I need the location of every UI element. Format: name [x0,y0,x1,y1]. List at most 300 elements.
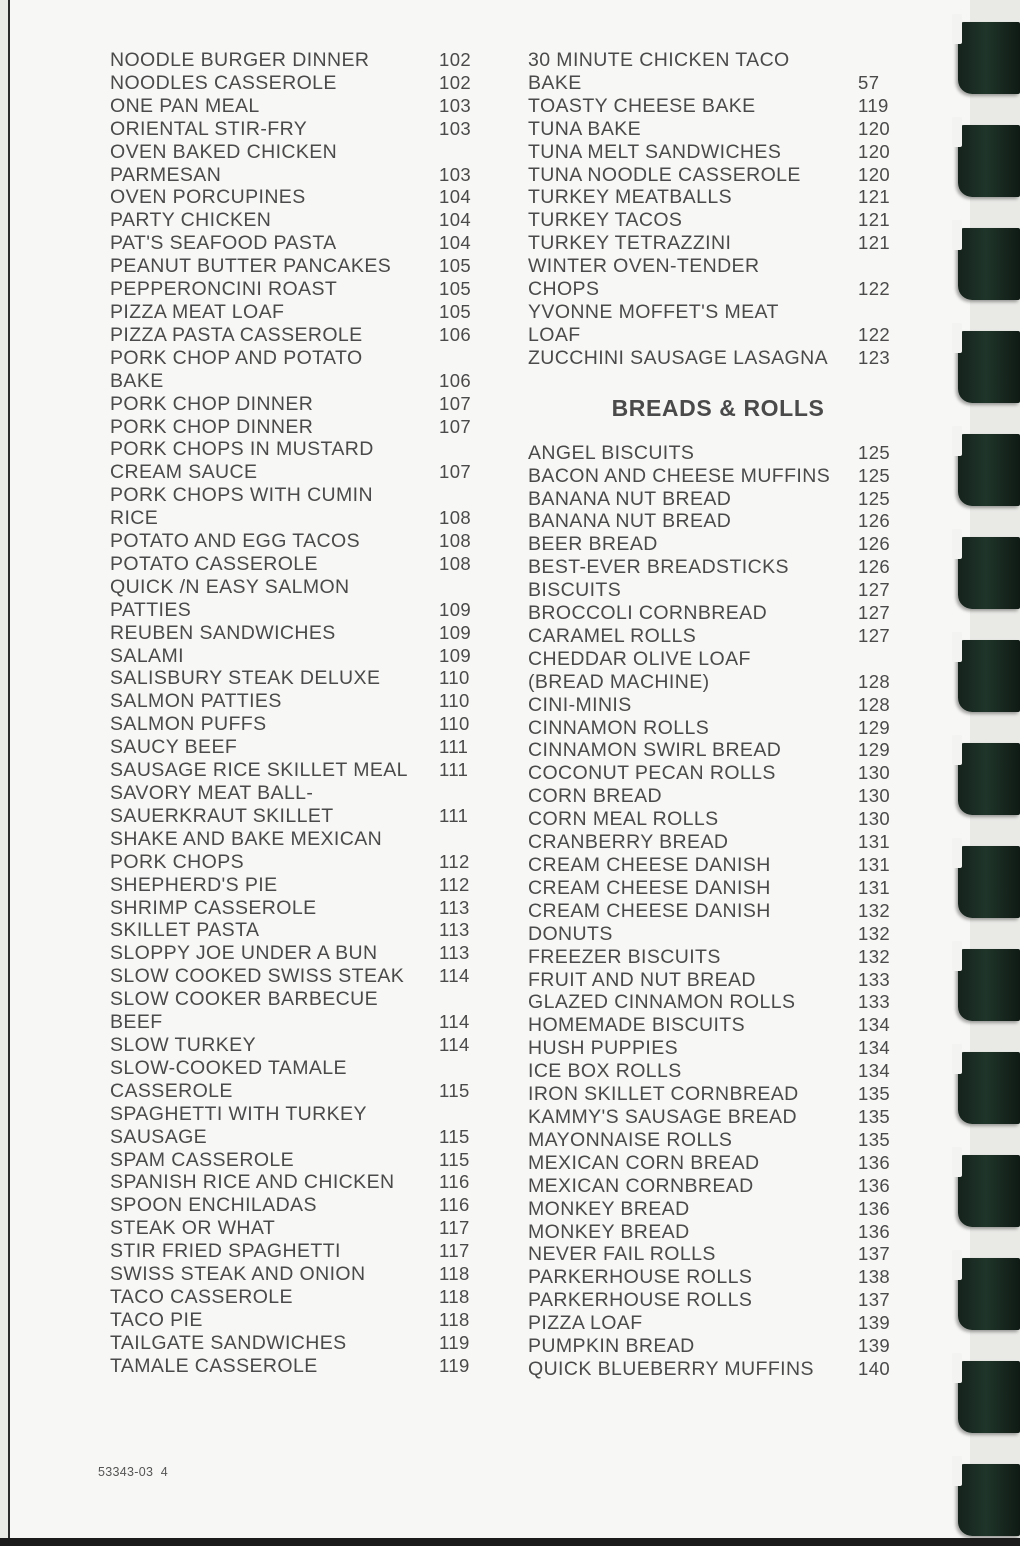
page-number: 109 [439,644,472,666]
index-entry [528,118,898,141]
page-number: 134 [858,1060,891,1082]
recipe-name: SHRIMP CASSEROLE [110,896,317,919]
page-number: 107 [439,415,472,437]
recipe-name: CINI-MINIS [528,693,632,716]
page-number: 119 [858,94,889,116]
recipe-name: TUNA NOODLE CASSEROLE [528,163,801,186]
page-number: 120 [858,163,891,185]
recipe-name: BACON AND CHEESE MUFFINS [528,464,831,487]
recipe-name: SPANISH RICE AND CHICKEN [110,1171,395,1194]
page-number: 115 [439,1079,470,1101]
footer-page-number: 4 [160,1465,169,1479]
index-entry [528,232,898,255]
recipe-name: PEANUT BUTTER PANCAKES [110,255,392,278]
page-number: 139 [858,1335,891,1357]
index-entry [110,72,485,95]
binding-coil [958,125,1020,197]
index-entry [528,808,898,831]
page-number: 125 [858,441,891,463]
page-number: 122 [858,323,891,345]
recipe-name: CORN MEAL ROLLS [528,808,719,831]
page-number: 131 [858,876,891,898]
page-number: 132 [858,899,891,921]
page-number: 136 [858,1151,891,1173]
index-entry [528,1335,898,1358]
index-entry [528,255,898,301]
page-number: 110 [439,667,470,689]
recipe-name: SPAM CASSEROLE [110,1148,295,1171]
index-entry [528,1083,898,1106]
recipe-name: BROCCOLI CORNBREAD [528,602,768,625]
index-entry [110,49,485,72]
index-entry [110,416,485,439]
index-entry [528,1266,898,1289]
binding-coil [958,1258,1020,1330]
page-number: 132 [858,945,891,967]
index-entry [528,442,898,465]
recipe-name: SAVORY MEAT BALL- SAUERKRAUT SKILLET [110,782,334,827]
page-number: 105 [439,255,472,277]
index-entry [528,209,898,232]
footer-code: 53343-03 [98,1465,154,1479]
binding-coil [958,537,1020,609]
index-main-dishes-continued [528,49,898,370]
recipe-name: OVEN PORCUPINES [110,186,306,209]
page-number: 134 [858,1037,891,1059]
page-number: 107 [439,392,472,414]
page-number: 137 [858,1243,891,1265]
page-number: 128 [858,670,891,692]
index-entry [110,530,485,553]
index-column-right [528,49,898,1381]
page-number: 115 [439,1148,470,1170]
binding-coil [958,846,1020,918]
recipe-name: SLOW TURKEY [110,1033,256,1056]
index-entry [110,942,485,965]
page-number: 126 [858,533,891,555]
recipe-name: TURKEY TACOS [528,209,683,232]
recipe-name: ZUCCHINI SAUSAGE LASAGNA [528,346,828,369]
page-number: 136 [858,1220,891,1242]
index-entry [528,739,898,762]
recipe-name: BEER BREAD [528,533,658,556]
index-entry [110,736,485,759]
recipe-name: MONKEY BREAD [528,1197,690,1220]
recipe-name: SAUCY BEEF [110,736,238,759]
page-number: 130 [858,762,891,784]
page-number: 121 [858,232,891,254]
recipe-name: TURKEY TETRAZZINI [528,232,732,255]
index-entry [528,301,898,347]
index-entry [528,762,898,785]
index-entry [528,1289,898,1312]
page-number: 135 [858,1105,891,1127]
page-number: 135 [858,1128,891,1150]
index-breads-rolls [528,442,898,1381]
recipe-name: CHEDDAR OLIVE LOAF (BREAD MACHINE) [528,647,751,693]
index-entry [110,141,485,187]
binding-coil [958,1155,1020,1227]
page-number: 111 [439,736,469,758]
recipe-name: MEXICAN CORNBREAD [528,1174,754,1197]
index-entry [528,854,898,877]
page-number: 130 [858,785,891,807]
recipe-name: WINTER OVEN-TENDER CHOPS [528,255,760,301]
recipe-name: ORIENTAL STIR-FRY [110,117,308,140]
spiral-binding [950,0,1020,1540]
index-entry [528,991,898,1014]
index-entry [110,1171,485,1194]
recipe-name: PORK CHOPS WITH CUMIN RICE [110,484,373,530]
recipe-name: SKILLET PASTA [110,919,260,942]
page-number: 107 [439,461,472,483]
recipe-name: CREAM CHEESE DANISH [528,876,771,899]
index-entry [110,1286,485,1309]
index-entry [110,690,485,713]
recipe-name: SHAKE AND BAKE MEXICAN PORK CHOPS [110,827,383,873]
recipe-name: QUICK /N EASY SALMON PATTIES [110,575,350,621]
page-number: 116 [439,1194,470,1216]
page-number: 119 [439,1331,470,1353]
index-entry [110,874,485,897]
index-entry [528,1060,898,1083]
index-entry [110,324,485,347]
page-bottom-edge [0,1538,1020,1546]
recipe-name: DONUTS [528,922,613,945]
index-entry [528,969,898,992]
recipe-name: BANANA NUT BREAD [528,487,732,510]
index-entry [110,759,485,782]
page-number: 113 [439,896,470,918]
index-entry [528,1014,898,1037]
index-entry [528,1221,898,1244]
index-entry [110,393,485,416]
index-entry [110,576,485,622]
page-number: 108 [439,507,472,529]
index-entry [528,877,898,900]
page-number: 114 [439,965,470,987]
page-number: 126 [858,510,891,532]
index-entry [528,1358,898,1381]
index-entry [110,645,485,668]
index-entry [110,301,485,324]
index-entry [528,533,898,556]
page-number: 109 [439,621,472,643]
recipe-name: 30 MINUTE CHICKEN TACO BAKE [528,49,790,94]
recipe-name: SLOW-COOKED TAMALE CASSEROLE [110,1056,347,1102]
index-entry [528,465,898,488]
index-entry [110,1149,485,1172]
page-number: 136 [858,1174,891,1196]
recipe-name: STIR FRIED SPAGHETTI [110,1240,341,1263]
index-entry [528,186,898,209]
recipe-name: TUNA BAKE [528,117,642,140]
page-number: 130 [858,808,891,830]
index-entry [110,438,485,484]
recipe-name: PIZZA PASTA CASSEROLE [110,323,363,346]
index-entry [528,579,898,602]
recipe-name: SPAGHETTI WITH TURKEY SAUSAGE [110,1102,367,1148]
recipe-name: CINNAMON SWIRL BREAD [528,739,782,762]
page-number: 125 [858,464,891,486]
index-entry [528,1312,898,1335]
recipe-name: FRUIT AND NUT BREAD [528,968,756,991]
page-number: 133 [858,991,891,1013]
page-number: 137 [858,1289,891,1311]
page-number: 113 [439,919,470,941]
page-number: 118 [439,1285,470,1307]
recipe-name: COCONUT PECAN ROLLS [528,762,776,785]
recipe-name: ICE BOX ROLLS [528,1060,682,1083]
page-number: 110 [439,690,470,712]
page-number: 112 [439,850,470,872]
page-number: 104 [439,232,472,254]
index-entry [528,1106,898,1129]
recipe-name: PORK CHOPS IN MUSTARD CREAM SAUCE [110,438,374,484]
page-number: 126 [858,556,891,578]
index-entry [528,49,898,95]
recipe-name: TOASTY CHEESE BAKE [528,94,756,117]
recipe-name: TACO PIE [110,1308,203,1331]
page-number: 134 [858,1014,891,1036]
page-number: 104 [439,186,472,208]
recipe-name: TURKEY MEATBALLS [528,186,732,209]
recipe-name: SAUSAGE RICE SKILLET MEAL [110,759,408,782]
page-number: 105 [439,278,472,300]
index-entry [528,347,898,370]
recipe-name: FREEZER BISCUITS [528,945,721,968]
binding-coil [958,949,1020,1021]
page-number: 110 [439,713,470,735]
page-number: 104 [439,209,472,231]
index-entry [110,667,485,690]
page-number: 112 [439,873,470,895]
recipe-name: OVEN BAKED CHICKEN PARMESAN [110,140,338,186]
index-entry [528,556,898,579]
recipe-name: SHEPHERD'S PIE [110,873,278,896]
index-entry [528,510,898,533]
recipe-name: ONE PAN MEAL [110,94,260,117]
page-number: 102 [439,71,472,93]
index-entry [528,625,898,648]
index-entry [528,694,898,717]
recipe-name: PORK CHOP DINNER [110,415,314,438]
index-entry [110,553,485,576]
page-number: 111 [439,804,469,826]
recipe-name: POTATO CASSEROLE [110,552,318,575]
recipe-name: KAMMY'S SAUSAGE BREAD [528,1105,797,1128]
recipe-name: SWISS STEAK AND ONION [110,1263,366,1286]
recipe-name: NOODLES CASSEROLE [110,71,337,94]
recipe-name: SALMON PATTIES [110,690,282,713]
recipe-name: MONKEY BREAD [528,1220,690,1243]
index-entry [110,1240,485,1263]
index-entry [528,831,898,854]
page-number: 108 [439,530,472,552]
index-entry [528,946,898,969]
recipe-name: MEXICAN CORN BREAD [528,1151,760,1174]
page-number: 113 [439,942,470,964]
recipe-name: PEPPERONCINI ROAST [110,278,338,301]
recipe-name: SALMON PUFFS [110,713,267,736]
index-entry [110,347,485,393]
index-entry [110,278,485,301]
page-number: 129 [858,716,891,738]
page-number: 122 [858,278,891,300]
recipe-name: NOODLE BURGER DINNER [110,49,370,71]
index-entry [110,1332,485,1355]
binding-coil [958,331,1020,403]
recipe-name: SLOW COOKER BARBECUE BEEF [110,988,379,1034]
page-number: 115 [439,1125,470,1147]
page-number: 114 [439,1033,470,1055]
page-number: 133 [858,968,891,990]
index-entry [110,95,485,118]
index-entry [110,209,485,232]
page-number: 127 [858,579,891,601]
index-entry [110,919,485,942]
recipe-name: PARKERHOUSE ROLLS [528,1289,753,1312]
page-number: 138 [858,1266,891,1288]
recipe-name: REUBEN SANDWICHES [110,621,336,644]
page-number: 116 [439,1171,470,1193]
page-number: 103 [439,163,472,185]
page-number: 127 [858,602,891,624]
index-entry [110,713,485,736]
page-number: 132 [858,922,891,944]
index-entry [110,1057,485,1103]
binding-coil [958,434,1020,506]
page-number: 129 [858,739,891,761]
index-entry [110,255,485,278]
page-number: 139 [858,1312,891,1334]
index-entry [528,141,898,164]
recipe-name: HOMEMADE BISCUITS [528,1014,745,1037]
page-number: 119 [439,1354,470,1376]
index-entry [110,1217,485,1240]
page-number: 111 [439,759,469,781]
page-number: 120 [858,117,891,139]
index-entry [110,1194,485,1217]
recipe-name: PAT'S SEAFOOD PASTA [110,232,337,255]
index-entry [110,897,485,920]
index-entry [528,1037,898,1060]
page-footer [98,1465,168,1479]
index-entry [110,965,485,988]
page-number: 106 [439,369,472,391]
binding-coil [958,1361,1020,1433]
page-number: 131 [858,831,891,853]
recipe-name: BISCUITS [528,579,622,602]
page-number: 102 [439,49,472,70]
page-number: 106 [439,323,472,345]
index-entry [110,622,485,645]
recipe-name: QUICK BLUEBERRY MUFFINS [528,1357,814,1380]
recipe-name: PIZZA LOAF [528,1312,643,1335]
page-number: 103 [439,117,472,139]
page-number: 120 [858,140,891,162]
page-number: 140 [858,1357,891,1379]
page-number: 136 [858,1197,891,1219]
page-number: 117 [439,1240,470,1262]
recipe-name: STEAK OR WHAT [110,1217,276,1240]
page-number: 108 [439,552,472,574]
recipe-name: HUSH PUPPIES [528,1037,679,1060]
recipe-name: SALISBURY STEAK DELUXE [110,667,381,690]
index-entry [528,1175,898,1198]
recipe-name: POTATO AND EGG TACOS [110,530,360,553]
index-entry [110,118,485,141]
page-number: 131 [858,854,891,875]
page-number: 121 [858,186,891,208]
index-entry [110,484,485,530]
page-number: 125 [858,487,891,509]
index-entry [528,1243,898,1266]
index-entry [110,828,485,874]
index-entry [110,1309,485,1332]
recipe-name: PIZZA MEAT LOAF [110,300,285,323]
page-number: 105 [439,300,472,322]
page-number: 114 [439,1011,470,1033]
binding-coil [958,1052,1020,1124]
binding-coil [958,1464,1020,1536]
recipe-name: CREAM CHEESE DANISH [528,899,771,922]
binding-coil [958,228,1020,300]
page-number: 121 [858,209,891,231]
recipe-name: CORN BREAD [528,785,663,808]
page-number: 57 [858,71,880,93]
index-entry [110,1263,485,1286]
recipe-name: MAYONNAISE ROLLS [528,1128,733,1151]
index-entry [528,95,898,118]
index-entry [110,232,485,255]
index-entry [528,785,898,808]
index-entry [528,900,898,923]
binding-coil [958,22,1020,94]
recipe-name: TACO CASSEROLE [110,1285,293,1308]
index-entry [528,1152,898,1175]
recipe-name: TAILGATE SANDWICHES [110,1331,347,1354]
recipe-name: TAMALE CASSEROLE [110,1354,318,1377]
recipe-name: CINNAMON ROLLS [528,716,710,739]
page-number: 127 [858,624,891,646]
index-entry [528,717,898,740]
page-number: 118 [439,1308,470,1330]
index-entry [110,782,485,828]
recipe-name: YVONNE MOFFET'S MEAT LOAF [528,300,779,346]
page-number: 128 [858,693,891,715]
index-entry [528,1129,898,1152]
page-number: 109 [439,598,472,620]
recipe-name: PARKERHOUSE ROLLS [528,1266,753,1289]
section-heading: BREADS & ROLLS [611,394,825,421]
recipe-name: BANANA NUT BREAD [528,510,732,533]
index-entry [528,648,898,694]
recipe-name: CARAMEL ROLLS [528,624,697,647]
page-number: 135 [858,1083,891,1105]
recipe-name: SLOW COOKED SWISS STEAK [110,965,405,988]
recipe-name: PUMPKIN BREAD [528,1335,695,1358]
recipe-name: SPOON ENCHILADAS [110,1194,317,1217]
cookbook-index-page [8,0,970,1540]
recipe-name: CREAM CHEESE DANISH [528,854,771,876]
recipe-name: PORK CHOP DINNER [110,392,314,415]
binding-coil [958,743,1020,815]
recipe-name: CRANBERRY BREAD [528,831,729,854]
index-entry [110,988,485,1034]
index-column-left [110,49,485,1378]
page-number: 123 [858,346,891,368]
